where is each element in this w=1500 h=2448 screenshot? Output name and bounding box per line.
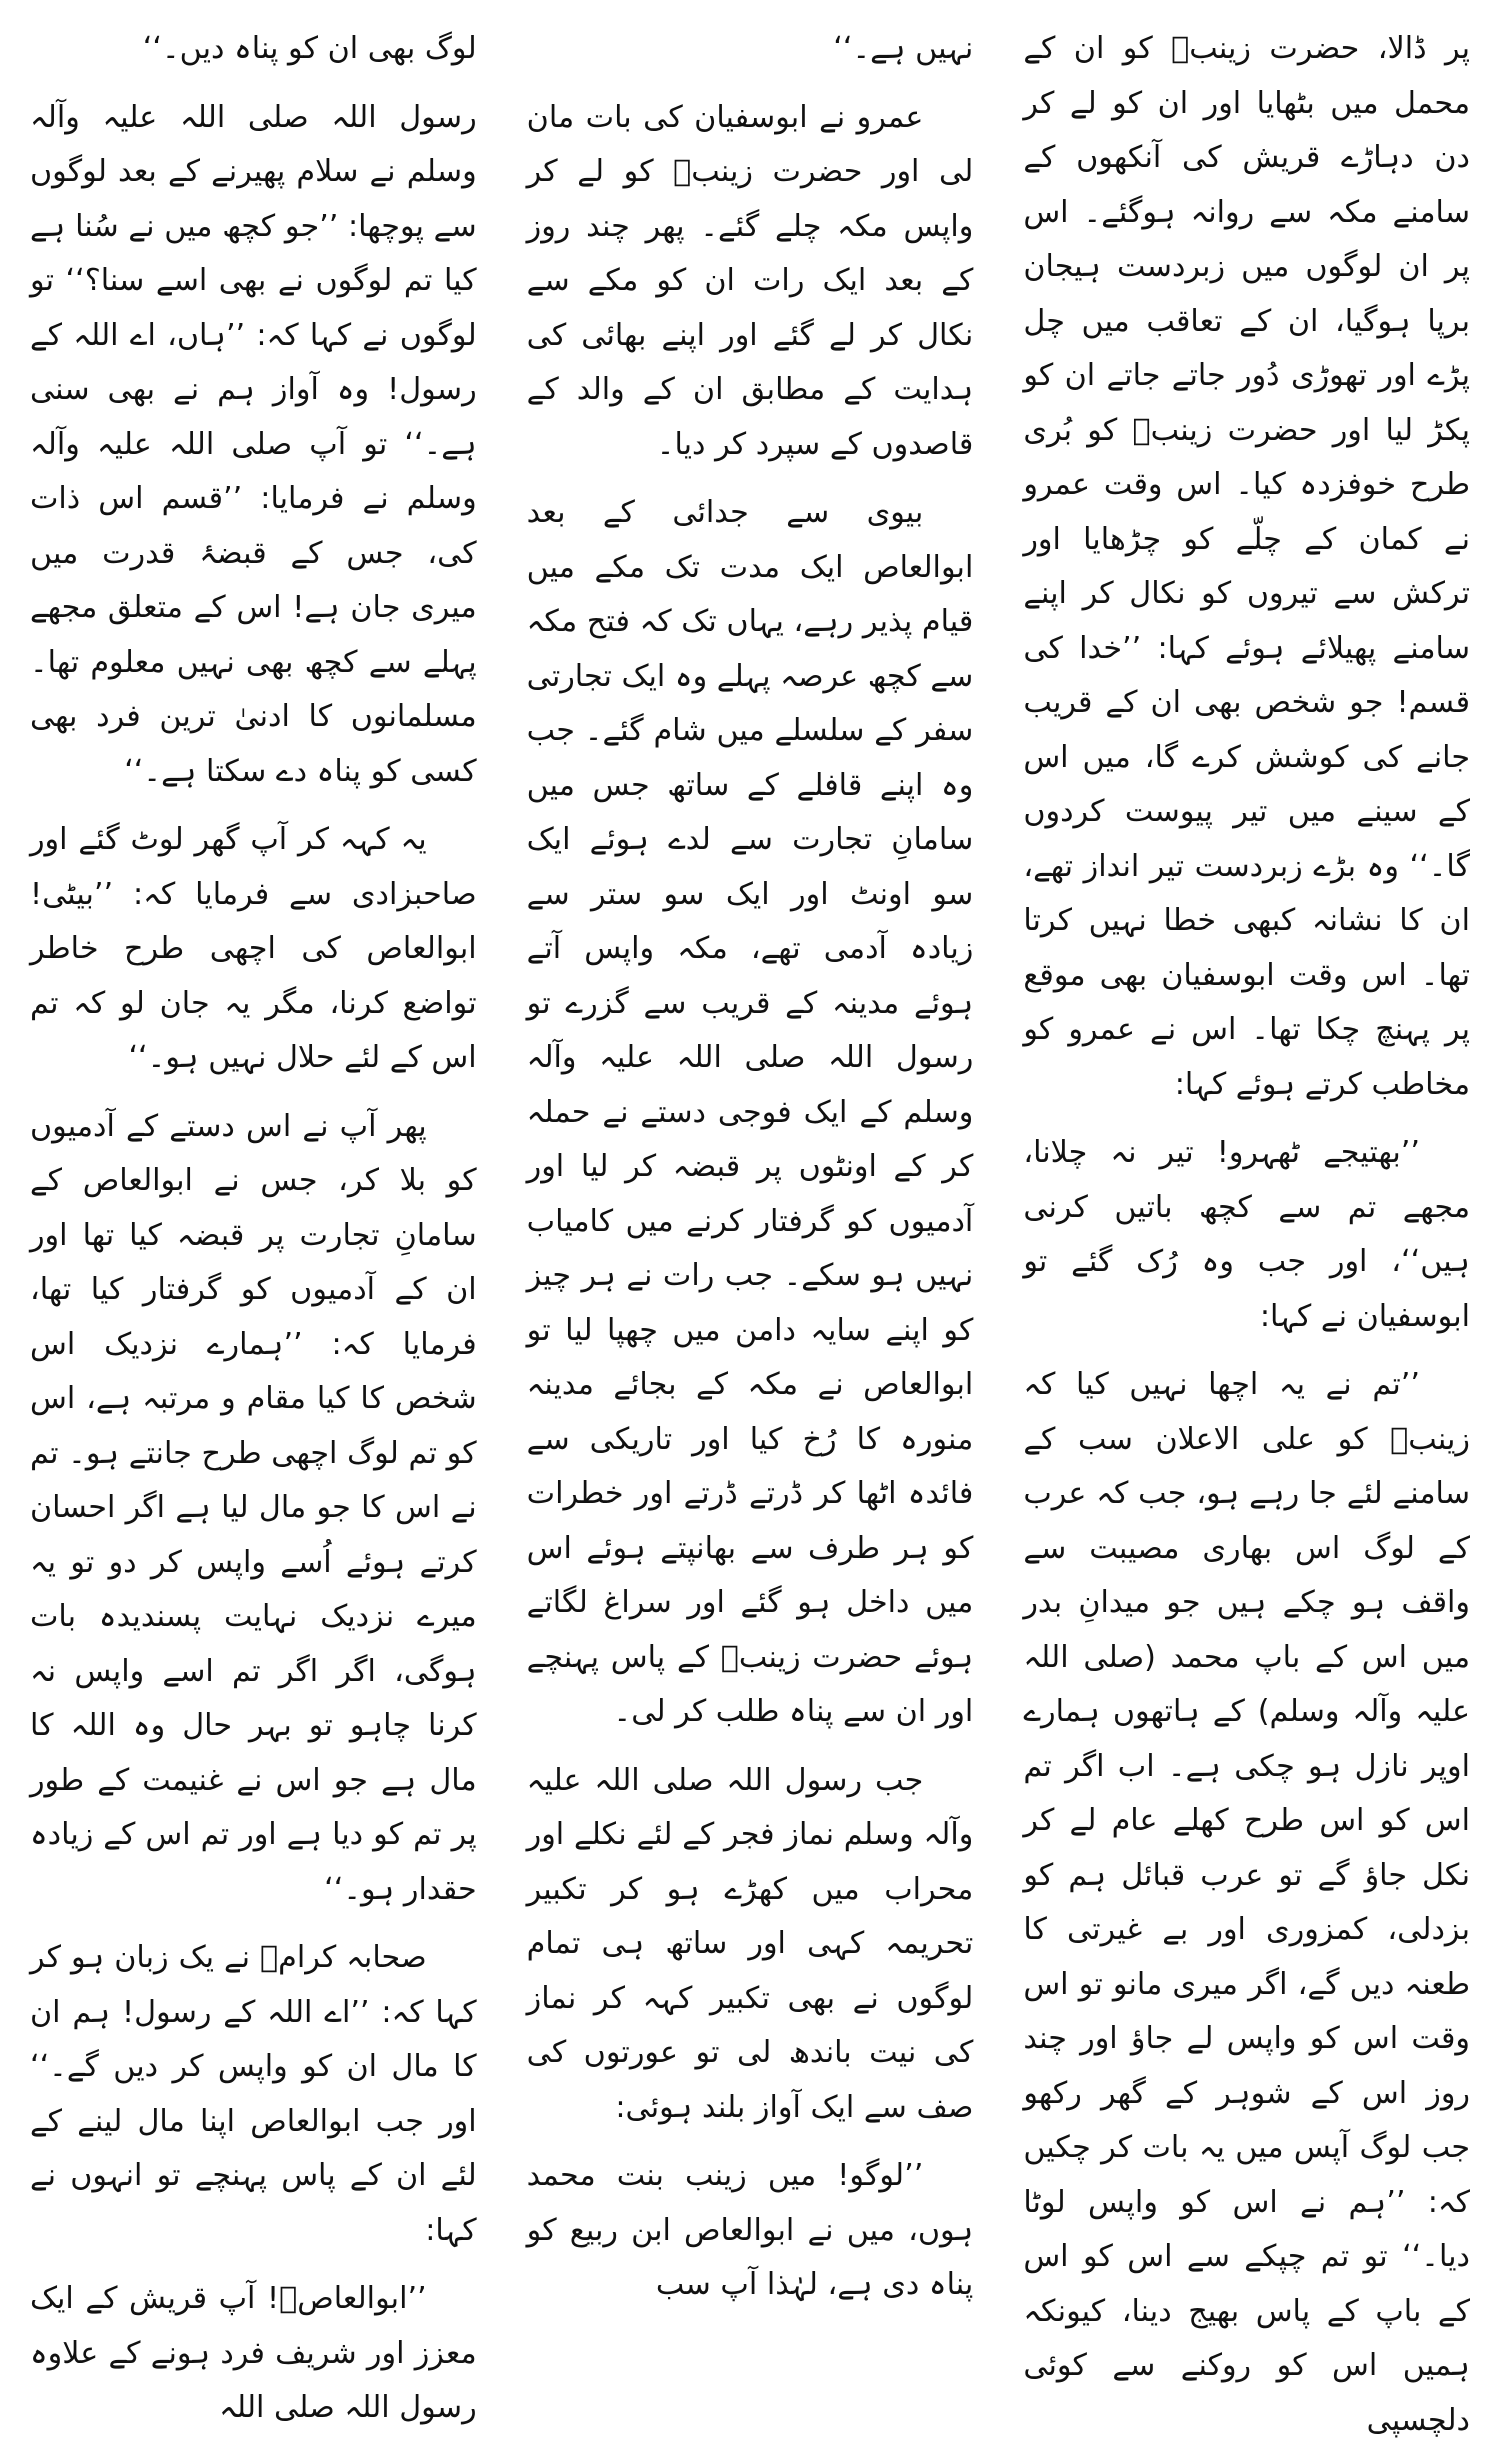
- text-column-left: [29, 22, 477, 2425]
- paragraph: صحابہ کرامؓ نے یک زبان ہو کر کہا کہ: ’’اے اللہ کے رسول! ہم ان کا مال ان کو واپس کر دیں گے۔‘‘ اور جب ابوالعاص اپنا مال لینے کے لئے ان کے پاس پہنچے تو انہوں نے کہا:: [29, 1940, 477, 2248]
- paragraph: ’’لوگو! میں زینب بنت محمد ہوں، میں نے ابوالعاص ابن ربیع کو پناہ دی ہے، لہٰذا آپ سب: [526, 2158, 974, 2302]
- paragraph: ’’تم نے یہ اچھا نہیں کیا کہ زینبؓ کو علی الاعلان سب کے سامنے لئے جا رہے ہو، جب کہ عرب کے لوگ اس بھاری مصیبت سے واقف ہو چکے ہیں جو میدانِ بدر میں اس کے باپ محمد (صلی اللہ علیہ وآلہ وسلم) کے ہاتھوں ہمارے اوپر نازل ہو چکی ہے۔ اب اگر تم اس کو اس طرح کھلے عام لے کر نکل جاؤ گے تو عرب قبائل ہم کو بزدلی، کمزوری اور بے غیرتی کا طعنہ دیں گے، اگر میری مانو تو اس وقت اس کو واپس لے جاؤ اور چند روز اس کے شوہر کے گھر رکھو جب لوگ آپس میں یہ بات کر چکیں کہ: ’’ہم نے اس کو واپس لوٹا دیا۔‘‘ تو تم چپکے سے اس کو اس کے باپ کے پاس بھیج دینا، کیونکہ ہمیں اس کو روکنے سے کوئی دلچسپی: [1023, 1367, 1470, 2438]
- paragraph: بیوی سے جدائی کے بعد ابوالعاص ایک مدت تک مکے میں قیام پذیر رہے، یہاں تک کہ فتح مکہ سے کچھ عرصہ پہلے وہ ایک تجارتی سفر کے سلسلے میں شام گئے۔ جب وہ اپنے قافلے کے ساتھ جس میں سامانِ تجارت سے لدے ہوئے ایک سو اونٹ اور ایک سو ستر سے زیادہ آدمی تھے، مکہ واپس آتے ہوئے مدینہ کے قریب سے گزرے تو رسول اللہ صلی اللہ علیہ وآلہ وسلم کے ایک فوجی دستے نے حملہ کر کے اونٹوں پر قبضہ کر لیا اور آدمیوں کو گرفتار کرنے میں کامیاب نہیں ہو سکے۔ جب رات نے ہر چیز کو اپنے سایہ دامن میں چھپا لیا تو ابوالعاص نے مکہ کے بجائے مدینہ منورہ کا رُخ کیا اور تاریکی سے فائدہ اٹھا کر ڈرتے ڈرتے اور خطرات کو ہر طرف سے بھانپتے ہوئے اس میں داخل ہو گئے اور سراغ لگاتے ہوئے حضرت زینبؓ کے پاس پہنچے اور ان سے پناہ طلب کر لی۔: [526, 495, 974, 1729]
- paragraph: جب رسول اللہ صلی اللہ علیہ وآلہ وسلم نماز فجر کے لئے نکلے اور محراب میں کھڑے ہو کر تکبیر تحریمہ کہی اور ساتھ ہی تمام لوگوں نے بھی تکبیر کہہ کر نماز کی نیت باندھ لی تو عورتوں کی صف سے ایک آواز بلند ہوئی:: [526, 1762, 974, 2125]
- paragraph: پھر آپ نے اس دستے کے آدمیوں کو بلا کر، جس نے ابوالعاص کے سامانِ تجارت پر قبضہ کیا تھا اور ان کے آدمیوں کو گرفتار کیا تھا، فرمایا کہ: ’’ہمارے نزدیک اس شخص کا کیا مقام و مرتبہ ہے، اس کو تم لوگ اچھی طرح جانتے ہو۔ تم نے اس کا جو مال لیا ہے اگر احسان کرتے ہوئے اُسے واپس کر دو تو یہ میرے نزدیک نہایت پسندیدہ بات ہوگی، اگر اگر تم اسے واپس نہ کرنا چاہو تو بہر حال وہ اللہ کا مال ہے جو اس نے غنیمت کے طور پر تم کو دیا ہے اور تم اس کے زیادہ حقدار ہو۔‘‘: [29, 1108, 477, 1907]
- text-column-middle: [526, 22, 974, 2302]
- paragraph: نہیں ہے۔‘‘: [833, 31, 974, 66]
- paragraph: ’’ابوالعاصؓ! آپ قریش کے ایک معزز اور شریف فرد ہونے کے علاوہ رسول اللہ صلی اللہ: [29, 2281, 477, 2425]
- paragraph: رسول اللہ صلی اللہ علیہ وآلہ وسلم نے سلام پھیرنے کے بعد لوگوں سے پوچھا: ’’جو کچھ میں نے سُنا ہے کیا تم لوگوں نے بھی اسے سنا؟‘‘ تو لوگوں نے کہا کہ: ’’ہاں، اے اللہ کے رسول! وہ آواز ہم نے بھی سنی ہے۔‘‘ تو آپ صلی اللہ علیہ وآلہ وسلم نے فرمایا: ’’قسم اس ذات کی، جس کے قبضۂ قدرت میں میری جان ہے! اس کے متعلق مجھے پہلے سے کچھ بھی نہیں معلوم تھا۔ مسلمانوں کا ادنیٰ ترین فرد بھی کسی کو پناہ دے سکتا ہے۔‘‘: [29, 99, 477, 789]
- paragraph: ’’بھتیجے ٹھہرو! تیر نہ چلانا، مجھے تم سے کچھ باتیں کرنی ہیں‘‘، اور جب وہ رُک گئے تو ابوسفیان نے کہا:: [1023, 1135, 1470, 1334]
- text-column-right: [1023, 22, 1470, 2438]
- paragraph: یہ کہہ کر آپ گھر لوٹ گئے اور صاحبزادی سے فرمایا کہ: ’’بیٹی! ابوالعاص کی اچھی طرح خاطر تواضع کرنا، مگر یہ جان لو کہ تم اس کے لئے حلال نہیں ہو۔‘‘: [29, 822, 477, 1075]
- paragraph: لوگ بھی ان کو پناہ دیں۔‘‘: [142, 31, 477, 66]
- paragraph: عمرو نے ابوسفیان کی بات مان لی اور حضرت زینبؓ کو لے کر واپس مکہ چلے گئے۔ پھر چند روز کے بعد ایک رات ان کو مکے سے نکال کر لے گئے اور اپنے بھائی کی ہدایت کے مطابق ان کے والد کے قاصدوں کے سپرد کر دیا۔: [526, 99, 974, 462]
- paragraph: پر ڈالا، حضرت زینبؓ کو ان کے محمل میں بٹھایا اور ان کو لے کر دن دہاڑے قریش کی آنکھوں کے سامنے مکہ سے روانہ ہوگئے۔ اس پر ان لوگوں میں زبردست ہیجان برپا ہوگیا، ان کے تعاقب میں چل پڑے اور تھوڑی دُور جاتے جاتے ان کو پکڑ لیا اور حضرت زینبؓ کو بُری طرح خوفزدہ کیا۔ اس وقت عمرو نے کمان کے چلّے کو چڑھایا اور ترکش سے تیروں کو نکال کر اپنے سامنے پھیلائے ہوئے کہا: ’’خدا کی قسم! جو شخص بھی ان کے قریب جانے کی کوشش کرے گا، میں اس کے سینے میں تیر پیوست کردوں گا۔‘‘ وہ بڑے زبردست تیر انداز تھے، ان کا نشانہ کبھی خطا نہیں کرتا تھا۔ اس وقت ابوسفیان بھی موقع پر پہنچ چکا تھا۔ اس نے عمرو کو مخاطب کرتے ہوئے کہا:: [1023, 31, 1470, 1102]
